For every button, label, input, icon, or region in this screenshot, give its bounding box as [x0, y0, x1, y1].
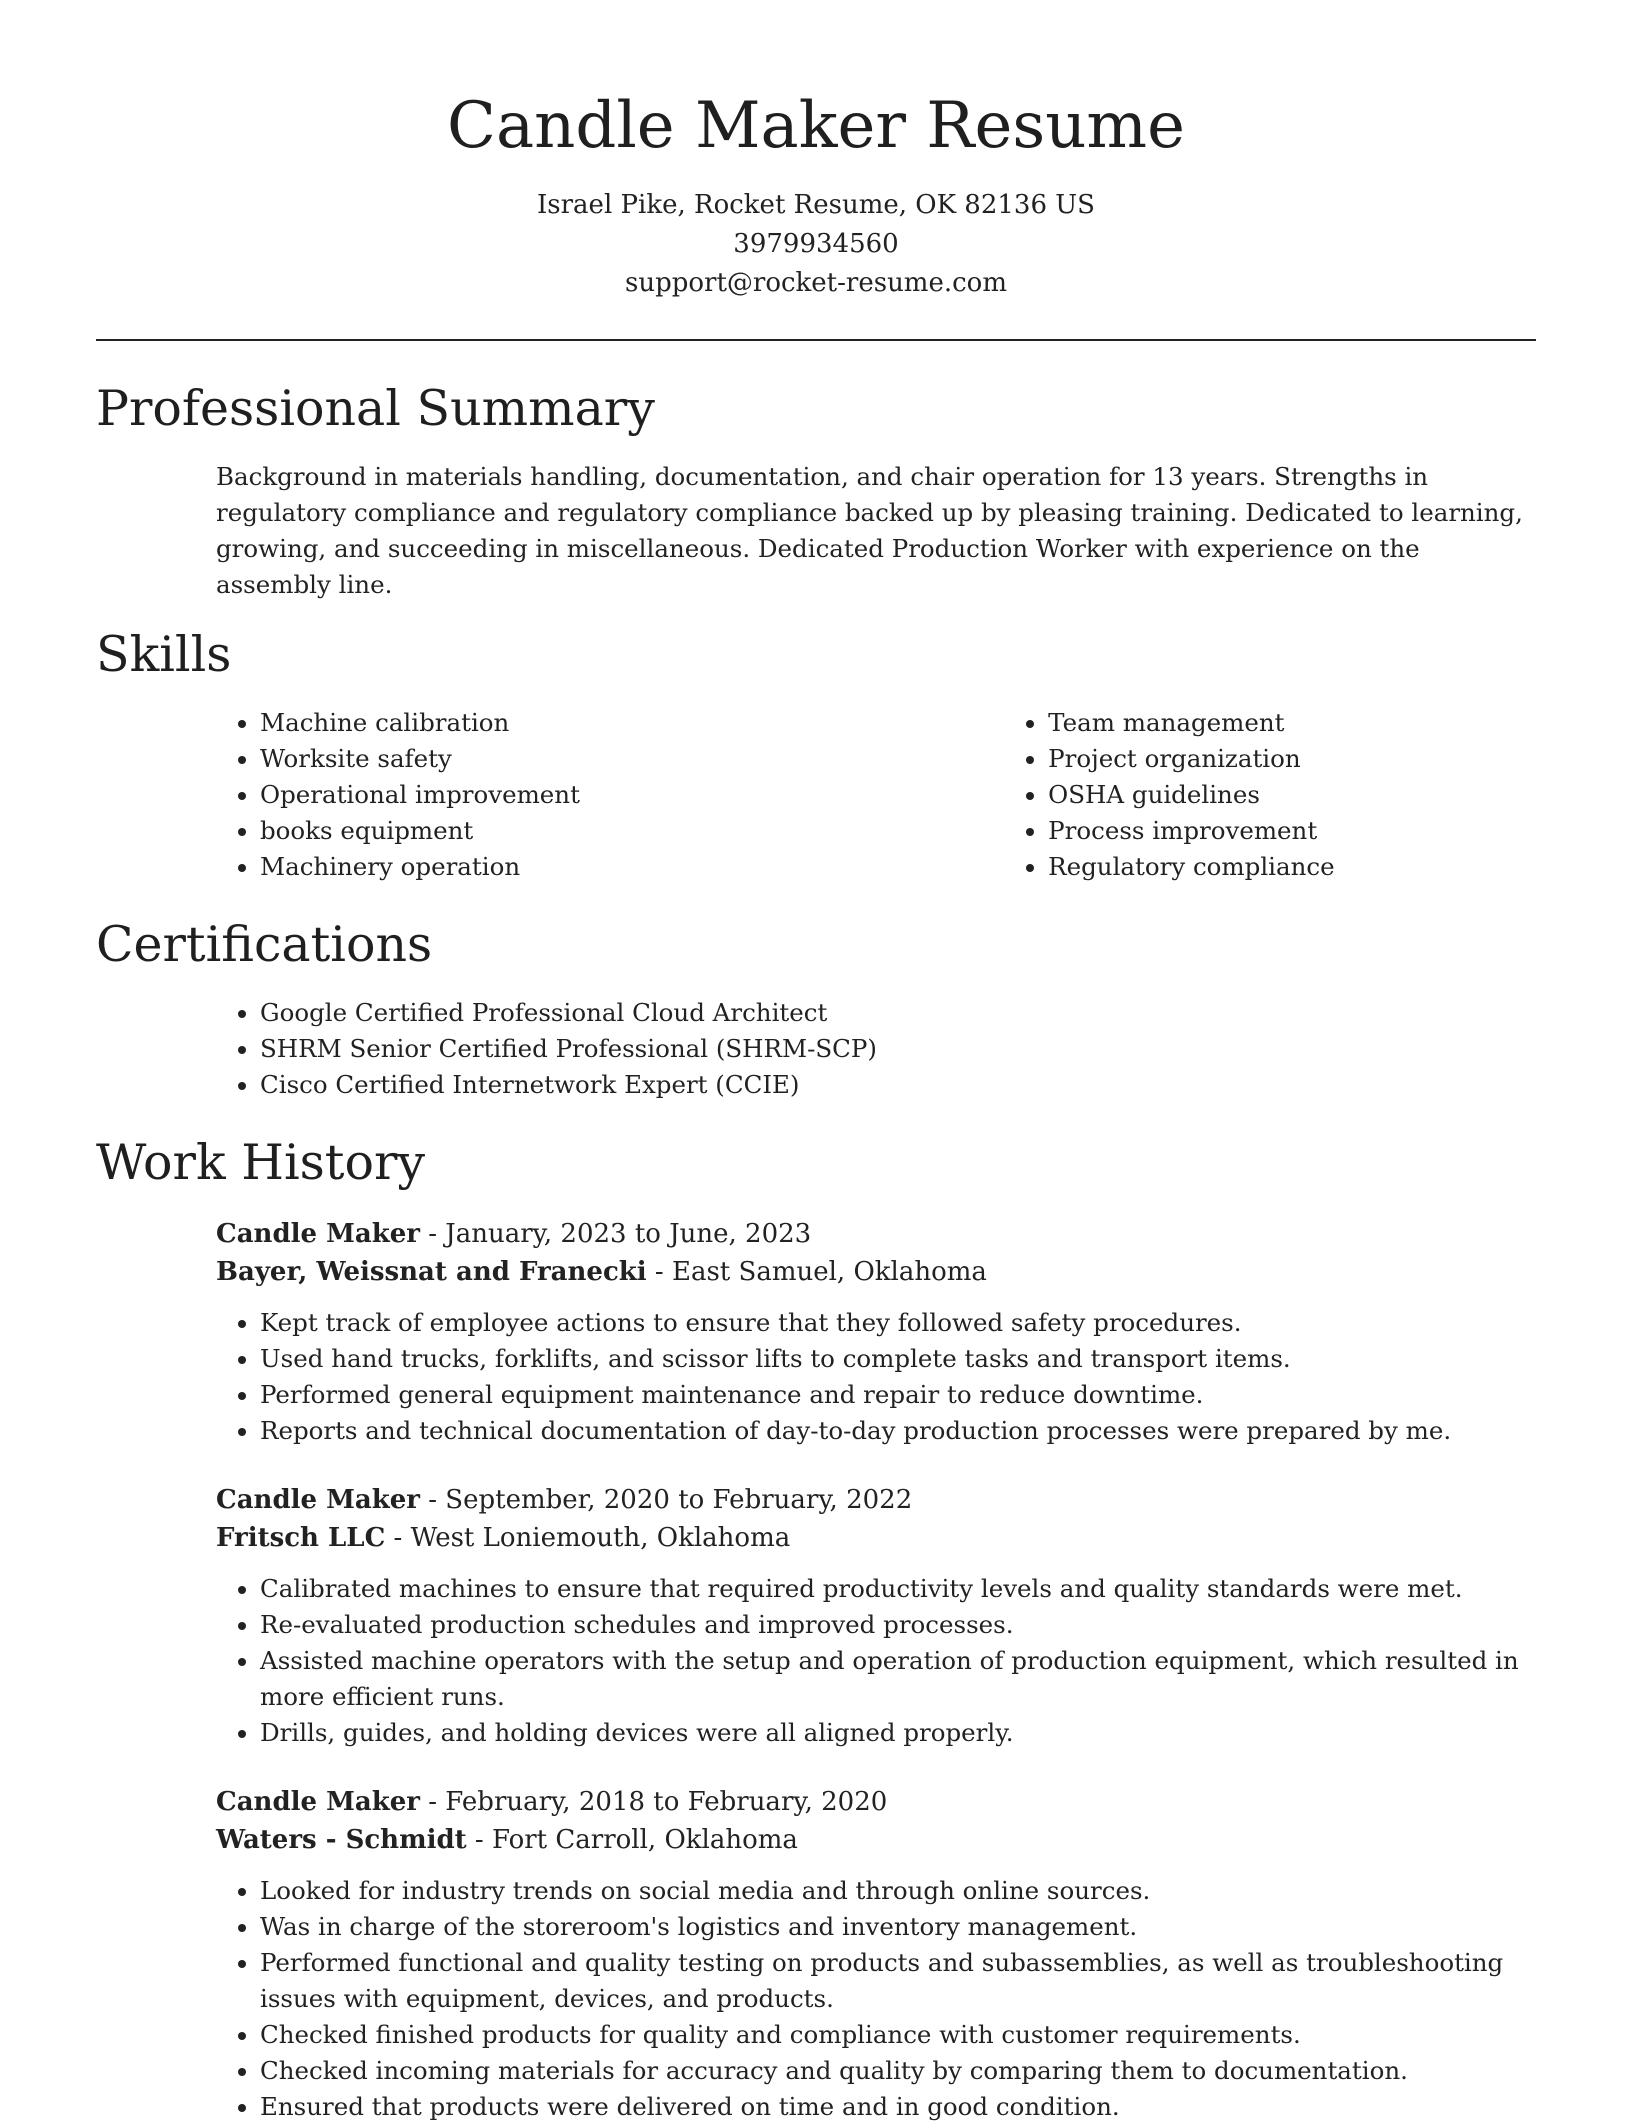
job-title-line	[216, 1481, 1536, 1519]
certification-item: • SHRM Senior Certified Professional (SHRM-SCP)	[260, 1031, 1536, 1067]
job-bullet: • Checked incoming materials for accuracy and quality by comparing them to documentation.	[260, 2053, 1536, 2089]
contact-block	[96, 186, 1536, 303]
certifications-heading: Certifications	[96, 916, 433, 973]
job-company: Bayer, Weissnat and Franecki	[216, 1257, 647, 1287]
summary-heading: Professional Summary	[96, 380, 655, 437]
skill-item: • Worksite safety	[260, 741, 894, 777]
job-company: Waters - Schmidt	[216, 1825, 467, 1855]
job-company-line	[216, 1519, 1536, 1557]
certification-item: • Google Certified Professional Cloud Architect	[260, 995, 1536, 1031]
skills-column-right	[894, 705, 1536, 885]
skill-item: • Project organization	[1048, 741, 1536, 777]
skills-heading: Skills	[96, 626, 232, 683]
job-dates: - January, 2023 to June, 2023	[419, 1219, 812, 1249]
job-location: - West Loniemouth, Oklahoma	[385, 1523, 791, 1553]
job-dates: - September, 2020 to February, 2022	[419, 1485, 913, 1515]
job-title-line	[216, 1215, 1536, 1253]
job-bullets	[216, 1571, 1536, 1751]
job-title: Candle Maker	[216, 1485, 420, 1515]
contact-address: Israel Pike, Rocket Resume, OK 82136 US	[537, 190, 1095, 220]
skill-item: • Regulatory compliance	[1048, 849, 1536, 885]
skill-item: • Operational improvement	[260, 777, 894, 813]
job-bullets	[216, 1305, 1536, 1449]
summary-text: Background in materials handling, documentation, and chair operation for 13 years. Strengths in regulatory compliance and regulatory compliance backed up by pleasing training. Dedicated to learning, growing, and succeeding in miscellaneous. Dedicated Production Worker with experience on the assembly line.	[216, 462, 1523, 599]
job-bullet: • Assisted machine operators with the setup and operation of production equipment, which resulted in more efficient runs.	[260, 1643, 1536, 1715]
job-company: Fritsch LLC	[216, 1523, 386, 1553]
skills-list	[96, 705, 1536, 885]
job-bullet: • Looked for industry trends on social media and through online sources.	[260, 1873, 1536, 1909]
job-title-line	[216, 1783, 1536, 1821]
job-bullet: • Ensured that products were delivered on time and in good condition.	[260, 2089, 1536, 2125]
certification-item: • Cisco Certified Internetwork Expert (CCIE)	[260, 1067, 1536, 1103]
skill-item: • Machine calibration	[260, 705, 894, 741]
job-bullet: • Performed general equipment maintenance and repair to reduce downtime.	[260, 1377, 1536, 1413]
job-entry	[216, 1215, 1536, 1449]
skill-item: • Team management	[1048, 705, 1536, 741]
skills-column-left	[96, 705, 894, 885]
job-dates: - February, 2018 to February, 2020	[419, 1787, 888, 1817]
contact-phone: 3979934560	[733, 229, 899, 259]
job-bullet: • Kept track of employee actions to ensure that they followed safety procedures.	[260, 1305, 1536, 1341]
job-location: - Fort Carroll, Oklahoma	[466, 1825, 798, 1855]
job-bullet: • Re-evaluated production schedules and improved processes.	[260, 1607, 1536, 1643]
skill-item: • OSHA guidelines	[1048, 777, 1536, 813]
job-bullet: • Checked finished products for quality and compliance with customer requirements.	[260, 2017, 1536, 2053]
job-entry	[216, 1783, 1536, 2125]
job-bullet: • Calibrated machines to ensure that required productivity levels and quality standards were met.	[260, 1571, 1536, 1607]
certifications-list	[96, 995, 1536, 1103]
job-bullet: • Used hand trucks, forklifts, and scissor lifts to complete tasks and transport items.	[260, 1341, 1536, 1377]
contact-email: support@rocket-resume.com	[624, 268, 1007, 298]
job-company-line	[216, 1253, 1536, 1291]
job-company-line	[216, 1821, 1536, 1859]
header-divider	[96, 339, 1536, 341]
resume-title: Candle Maker Resume	[447, 89, 1185, 163]
job-bullet: • Drills, guides, and holding devices were all aligned properly.	[260, 1715, 1536, 1751]
job-bullet: • Was in charge of the storeroom's logistics and inventory management.	[260, 1909, 1536, 1945]
job-bullet: • Performed functional and quality testing on products and subassemblies, as well as troubleshooting issues with equipment, devices, and products.	[260, 1945, 1536, 2017]
job-title: Candle Maker	[216, 1787, 420, 1817]
resume-page	[96, 0, 1536, 2125]
skill-item: • Machinery operation	[260, 849, 894, 885]
job-bullets	[216, 1873, 1536, 2125]
work-history-heading: Work History	[96, 1134, 426, 1191]
job-location: - East Samuel, Oklahoma	[646, 1257, 987, 1287]
job-entry	[216, 1481, 1536, 1751]
skill-item: • books equipment	[260, 813, 894, 849]
job-bullet: • Reports and technical documentation of day-to-day production processes were prepared by me.	[260, 1413, 1536, 1449]
job-title: Candle Maker	[216, 1219, 420, 1249]
skill-item: • Process improvement	[1048, 813, 1536, 849]
